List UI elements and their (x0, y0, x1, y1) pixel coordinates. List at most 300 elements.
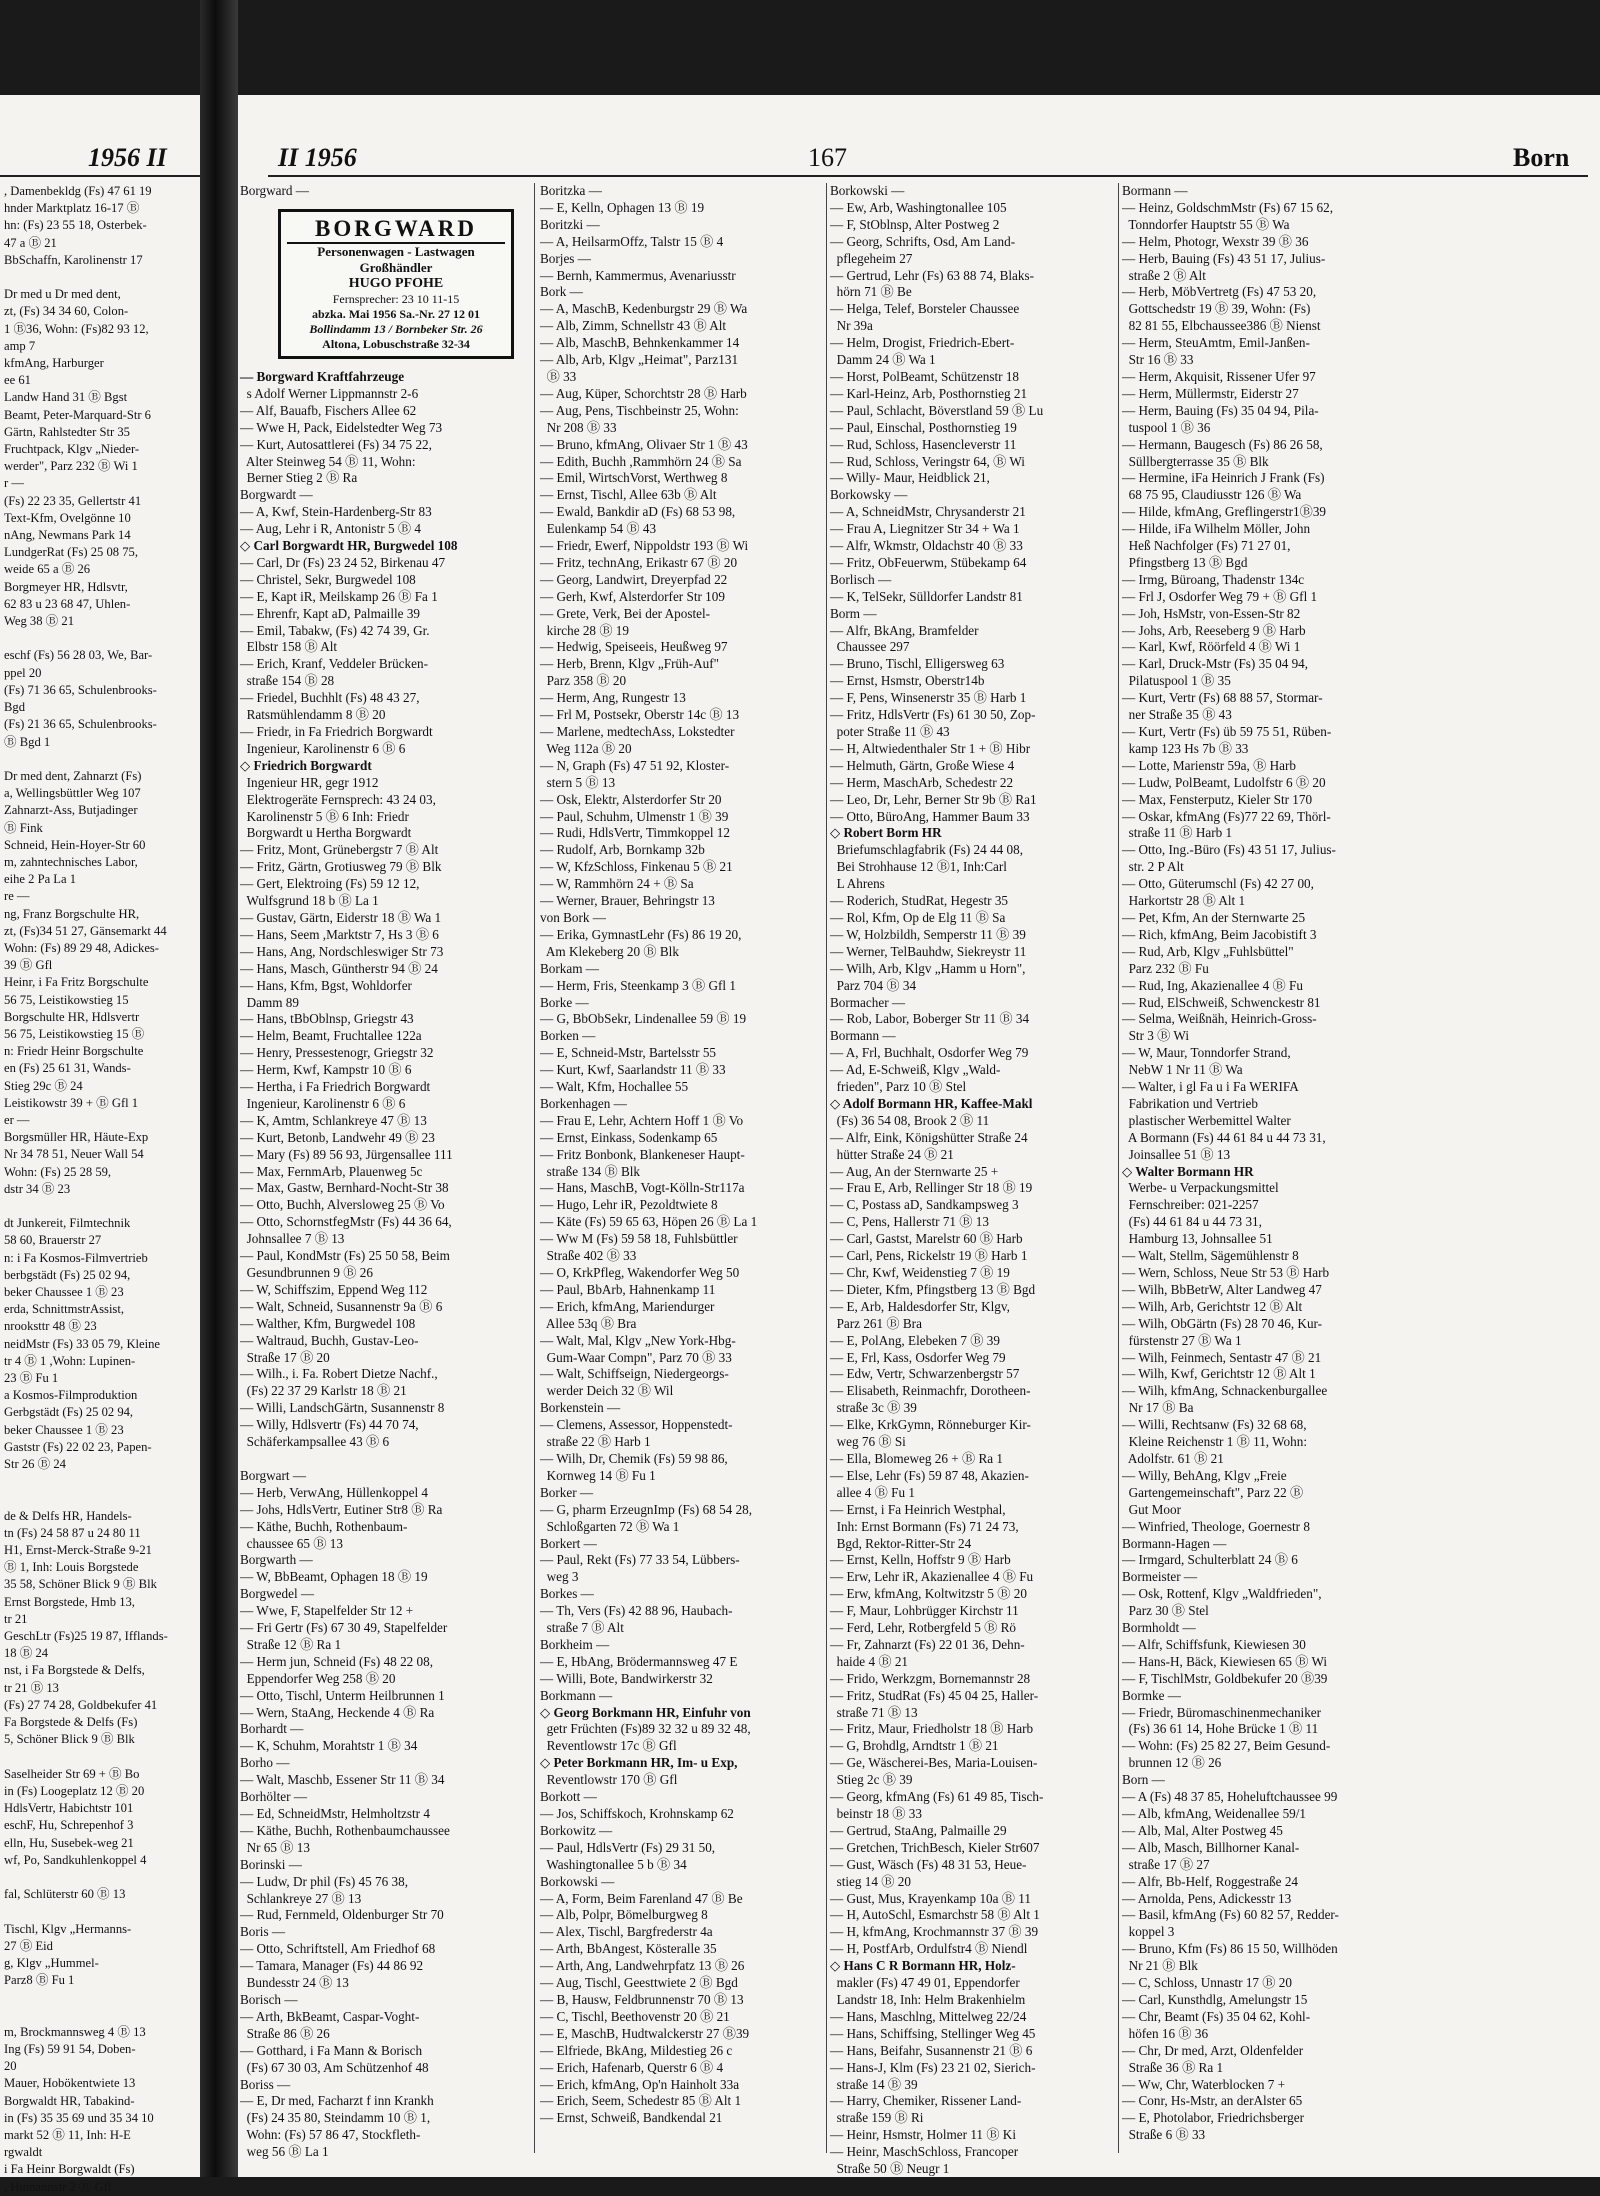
directory-entry-line: — Kurt, Kwf, Saarlandstr 11 Ⓑ 33 (540, 1062, 726, 1078)
directory-entry-line: — Alb, MaschB, Behnkenkammer 14 (540, 335, 740, 351)
borgward-advertisement (278, 209, 514, 359)
directory-entry-line: Borgwardt — (240, 487, 313, 503)
directory-entry-line: Schlankreye 27 Ⓑ 13 (240, 1890, 362, 1906)
directory-entry-line: zt, (Fs) 34 34 60, Colon- (4, 304, 129, 319)
directory-entry-line: hnder Marktplatz 16-17 Ⓑ (4, 201, 140, 216)
directory-entry-line: A Bormann (Fs) 44 61 84 u 44 73 31, (1122, 1129, 1326, 1145)
directory-entry-line: — Werner, TelBauhdw, Siekreystr 11 (830, 943, 1027, 959)
directory-entry-line: nrooksttr 48 Ⓑ 23 (4, 1319, 97, 1334)
directory-entry-line: m, Brockmannsweg 4 Ⓑ 13 (4, 2024, 146, 2039)
directory-entry-line: Borkenstein — (540, 1400, 621, 1416)
directory-entry-line: Borgsmüller HR, Häute-Exp (4, 1130, 149, 1145)
directory-entry-line: — G, Brohdlg, Arndtstr 1 Ⓑ 21 (830, 1738, 999, 1754)
directory-entry-line: Werbe- u Verpackungsmittel (1122, 1180, 1279, 1196)
directory-entry-line: Damm 89 (240, 994, 299, 1010)
directory-entry-line: ppel 20 (4, 665, 42, 680)
left-page-header: 1956 II (88, 143, 167, 172)
directory-entry-line: — Georg, kfmAng (Fs) 61 49 85, Tisch- (830, 1789, 1044, 1805)
directory-entry-line: — Herm, Fris, Steenkamp 3 Ⓑ Gfl 1 (540, 977, 736, 993)
directory-entry-line: Borho — (240, 1755, 290, 1771)
directory-entry-line: Zahnarzt-Ass, Butjadinger (4, 803, 138, 818)
directory-entry-line (4, 1869, 200, 1886)
directory-entry-line: Johnsallee 7 Ⓑ 13 (240, 1231, 345, 1247)
directory-entry-line: — Harry, Chemiker, Rissener Land- (830, 2093, 1022, 2109)
directory-entry-line: 82 81 55, Elbchaussee386 Ⓑ Nienst (1122, 318, 1321, 334)
directory-entry-line: ◇ Carl Borgwardt HR, Burgwedel 108 (240, 538, 458, 554)
directory-entry-line: — Herm, Ang, Rungestr 13 (540, 690, 686, 706)
directory-entry-line: — Heinr, MaschSchloss, Francoper (830, 2144, 1019, 2160)
directory-entry-line: chaussee 65 Ⓑ 13 (240, 1535, 343, 1551)
directory-entry-line: straße 22 Ⓑ Harb 1 (540, 1434, 651, 1450)
directory-entry-line: — Aug, Küper, Schorchtstr 28 Ⓑ Harb (540, 385, 747, 401)
directory-entry-line: — Emil, WirtschVorst, Werthweg 8 (540, 470, 728, 486)
directory-entry-line: — Wohn: (Fs) 25 82 27, Beim Gesund- (1122, 1738, 1331, 1754)
directory-entry-line: straße 11 Ⓑ Harb 1 (1122, 825, 1233, 841)
directory-entry-line: kamp 123 Hs 7b Ⓑ 33 (1122, 740, 1249, 756)
directory-entry-line: erda, SchnittmstrAssist, (4, 1302, 124, 1317)
directory-entry-line: — Wwe H, Pack, Eidelstedter Weg 73 (240, 419, 443, 435)
directory-entry-line: — Karl-Heinz, Arb, Posthornstieg 21 (830, 385, 1028, 401)
directory-entry-line: stern 5 Ⓑ 13 (540, 774, 616, 790)
directory-entry-line: — Fritz, technAng, Erikastr 67 Ⓑ 20 (540, 554, 738, 570)
directory-entry-line: Wohn: (Fs) 57 86 47, Stockfleth- (240, 2127, 421, 2143)
directory-entry-line: weg 56 Ⓑ La 1 (240, 2144, 329, 2160)
directory-entry-line: — Fritz, Gärtn, Grotiusweg 79 Ⓑ Blk (240, 859, 442, 875)
directory-entry-line: — Ewald, Bankdir aD (Fs) 68 53 98, (540, 504, 736, 520)
directory-entry-line: — W, Rammhörn 24 + Ⓑ Sa (540, 876, 694, 892)
directory-entry-line: — Carl, Gastst, Marelstr 60 Ⓑ Harb (830, 1231, 1023, 1247)
directory-entry-line: hörn 71 Ⓑ Be (830, 284, 912, 300)
directory-entry-line: Str 16 Ⓑ 33 (1122, 352, 1194, 368)
directory-entry-line: — A, Kwf, Stein-Hardenberg-Str 83 (240, 504, 432, 520)
directory-entry-line: eschf (Fs) 56 28 03, We, Bar- (4, 648, 153, 663)
directory-entry-line: — Fritz, ObFeuerwm, Stübekamp 64 (830, 554, 1027, 570)
directory-entry-line: allee 4 Ⓑ Fu 1 (830, 1484, 915, 1500)
directory-entry-line: — E, Schneid-Mstr, Bartelsstr 55 (540, 1045, 717, 1061)
left-page (0, 95, 200, 2194)
directory-entry-line: — Christel, Sekr, Burgwedel 108 (240, 571, 416, 587)
directory-entry-line: — A, Form, Beim Farenland 47 Ⓑ Be (540, 1890, 743, 1906)
ad-line5: Bollindamm 13 / Bornbeker Str. 26 (309, 322, 483, 336)
directory-entry-line: Str 26 Ⓑ 24 (4, 1457, 66, 1472)
ad-line6: Altona, Lobuschstraße 32-34 (322, 337, 470, 351)
directory-entry-line: — Gust, Wäsch (Fs) 48 31 53, Heue- (830, 1856, 1027, 1872)
directory-entry-line: Boriss — (240, 2076, 291, 2092)
directory-entry-line: amp 7 (4, 338, 36, 353)
directory-entry-line: Parz 358 Ⓑ 20 (540, 673, 627, 689)
directory-entry-line: — Hans, MaschB, Vogt-Kölln-Str117a (540, 1180, 745, 1196)
directory-entry-line: — Otto, Güterumschl (Fs) 42 27 00, (1122, 876, 1314, 892)
directory-entry-line: (Fs) 71 36 65, Schulenbrooks- (4, 682, 157, 697)
directory-entry-line: — Ella, Blomeweg 26 + Ⓑ Ra 1 (830, 1450, 1003, 1466)
directory-column-4 (1122, 183, 1592, 2144)
directory-entry-line: werder", Parz 232 Ⓑ Wi 1 (4, 459, 138, 474)
directory-entry-line: Elektrogeräte Fernsprech: 43 24 03, (240, 791, 436, 807)
directory-entry-line: Straße 17 Ⓑ 20 (240, 1349, 330, 1365)
directory-entry-line: Stieg 29c Ⓑ 24 (4, 1078, 83, 1093)
directory-entry-line: beker Chaussee 1 Ⓑ 23 (4, 1285, 124, 1299)
directory-entry-line: — Frau A, Liegnitzer Str 34 + Wa 1 (830, 521, 1020, 537)
directory-entry-line: — Ernst, Tischl, Allee 63b Ⓑ Alt (540, 487, 717, 503)
directory-entry-line: — Elfriede, BkAng, Mildestieg 26 c (540, 2042, 733, 2058)
directory-entry-line: Bork — (540, 284, 583, 300)
directory-entry-line: — Ge, Wäscherei-Bes, Maria-Louisen- (830, 1755, 1038, 1771)
directory-entry-line: — Walt, Schneid, Susannenstr 9a Ⓑ 6 (240, 1298, 443, 1314)
right-page (238, 95, 1600, 2177)
directory-entry-line: Borinski — (240, 1856, 302, 1872)
column-divider (1118, 183, 1119, 2153)
directory-entry-line: — Heinr, Hsmstr, Holmer 11 Ⓑ Ki (830, 2127, 1016, 2143)
directory-entry-line: — Hans, Schiffsing, Stellinger Weg 45 (830, 2025, 1036, 2041)
directory-entry-line: — Herb, Brenn, Klgv „Früh-Auf" (540, 656, 719, 672)
directory-entry-line: — E, MaschB, Hudtwalckerstr 27 Ⓑ39 (540, 2025, 750, 2041)
directory-entry-line: — K, Amtm, Schlankreye 47 Ⓑ 13 (240, 1112, 427, 1128)
page-number: 167 (808, 143, 847, 172)
directory-entry-line: rgwaldt (4, 2145, 43, 2160)
directory-entry-line: n: Friedr Heinr Borgschulte (4, 1044, 144, 1059)
directory-entry-line: — Wilh, Dr, Chemik (Fs) 59 98 86, (540, 1450, 728, 1466)
directory-entry-line: — Else, Lehr (Fs) 59 87 48, Akazien- (830, 1467, 1029, 1483)
directory-entry-line: — H, Altwiedenthaler Str 1 + Ⓑ Hibr (830, 740, 1031, 756)
directory-entry-line: — Henry, Pressestenogr, Griegstr 32 (240, 1045, 434, 1061)
directory-entry-line: — E, Arb, Haldesdorfer Str, Klgv, (830, 1298, 1010, 1314)
directory-entry-line: — Hedwig, Speiseeis, Heußweg 97 (540, 639, 728, 655)
directory-entry-line: — A, Frl, Buchhalt, Osdorfer Weg 79 (830, 1045, 1029, 1061)
directory-entry-line: Kornweg 14 Ⓑ Fu 1 (540, 1467, 656, 1483)
directory-entry-line: — Karl, Druck-Mstr (Fs) 35 04 94, (1122, 656, 1309, 672)
directory-entry-line: Karolinenstr 5 Ⓑ 6 Inh: Friedr (240, 808, 409, 824)
directory-entry-line: — Ernst, i Fa Heinrich Westphal, (830, 1501, 1006, 1517)
directory-entry-line: — Herm, MaschArb, Schedestr 22 (830, 774, 1014, 790)
directory-entry-line: 20 (4, 2059, 17, 2074)
directory-entry-line: — Wwe, F, Stapelfelder Str 12 + (240, 1603, 414, 1619)
directory-entry-line: — Joh, HsMstr, von-Essen-Str 82 (1122, 605, 1301, 621)
directory-entry-line: — Fritz Bonbonk, Blankeneser Haupt- (540, 1146, 745, 1162)
directory-entry-line: Bormholdt — (1122, 1620, 1196, 1636)
directory-entry-line: Born — (1122, 1772, 1165, 1788)
directory-entry-line: — Ernst, Kelln, Hoffstr 9 Ⓑ Harb (830, 1552, 1011, 1568)
directory-entry-line: — Johs, HdlsVertr, Eutiner Str8 Ⓑ Ra (240, 1501, 443, 1517)
directory-entry-line: — Paul, Einschal, Posthornstieg 19 (830, 419, 1017, 435)
directory-column-2 (540, 183, 840, 2127)
directory-entry-line: — W, KfzSchloss, Finkenau 5 Ⓑ 21 (540, 859, 733, 875)
directory-entry-line: — A, MaschB, Kedenburgstr 29 Ⓑ Wa (540, 301, 748, 317)
directory-entry-line: (Fs) 44 61 84 u 44 73 31, (1122, 1214, 1262, 1230)
directory-entry-line: — Ww, Chr, Waterblocken 7 + (1122, 2076, 1286, 2092)
directory-entry-line: Str 3 Ⓑ Wi (1122, 1028, 1189, 1044)
directory-entry-line: Boritzka — (540, 183, 602, 198)
directory-entry-line: — Wilh, Feinmech, Sentastr 47 Ⓑ 21 (1122, 1349, 1322, 1365)
directory-entry-line: — Rich, kfmAng, Beim Jacobistift 3 (1122, 926, 1317, 942)
directory-entry-line: — Grete, Verk, Bei der Apostel- (540, 605, 711, 621)
directory-entry-line: — Walt, Kfm, Hochallee 55 (540, 1079, 689, 1095)
directory-entry-line: tuspool 1 Ⓑ 36 (1122, 419, 1211, 435)
directory-entry-line: — Frau E, Lehr, Achtern Hoff 1 Ⓑ Vo (540, 1112, 744, 1128)
right-page-year-header: II 1956 (278, 143, 357, 172)
directory-entry-line: — H, AutoSchl, Esmarchstr 58 Ⓑ Alt 1 (830, 1907, 1040, 1923)
directory-entry-line: — Irmgard, Schulterblatt 24 Ⓑ 6 (1122, 1552, 1298, 1568)
directory-entry-line: — Alf, Bauafb, Fischers Allee 62 (240, 402, 417, 418)
directory-entry-line: — F, StOblnsp, Alter Postweg 2 (830, 216, 1000, 232)
directory-entry-line: Borgward — (240, 183, 309, 198)
directory-entry-line: — Erich, Hafenarb, Querstr 6 Ⓑ 4 (540, 2059, 724, 2075)
directory-entry-line: — W, BbBeamt, Ophagen 18 Ⓑ 19 (240, 1569, 428, 1585)
directory-entry-line: — Rud, ElSchweiß, Schwenckestr 81 (1122, 994, 1321, 1010)
directory-entry-line: Gaststr (Fs) 22 02 23, Papen- (4, 1439, 152, 1454)
directory-entry-line: Borkowitz — (540, 1822, 613, 1838)
directory-entry-line: — Kurt, Autosattlerei (Fs) 34 75 22, (240, 436, 432, 452)
directory-entry-line: Dr med dent, Zahnarzt (Fs) (4, 768, 142, 783)
left-header-rule (0, 175, 200, 177)
directory-entry-line: — N, Graph (Fs) 47 51 92, Kloster- (540, 757, 730, 773)
directory-entry-line: Landstr 18, Inh: Helm Brakenhielm (830, 1991, 1026, 2007)
directory-entry-line: — Marlene, medtechAss, Lokstedter (540, 724, 735, 739)
directory-entry-line: Borkowski — (830, 183, 905, 198)
directory-entry-line: — Paul, Schuhm, Ulmenstr 1 Ⓑ 39 (540, 808, 729, 824)
directory-entry-line: Borhölter — (240, 1789, 308, 1805)
column-divider (826, 183, 827, 2153)
directory-entry-line: (Fs) 24 35 80, Steindamm 10 Ⓑ 1, (240, 2110, 431, 2126)
directory-entry-line: kirche 28 Ⓑ 19 (540, 622, 629, 638)
directory-entry-line: — Fr, Zahnarzt (Fs) 22 01 36, Dehn- (830, 1636, 1025, 1652)
directory-entry-line: — Hans, Beifahr, Susannenstr 21 Ⓑ 6 (830, 2042, 1033, 2058)
directory-entry-line: Gum-Waar Compn", Parz 70 Ⓑ 33 (540, 1349, 732, 1365)
directory-entry-line: Fruchtpack, Klgv „Nieder- (4, 442, 140, 457)
directory-entry-line: Borgwaldt HR, Tabakind- (4, 2093, 135, 2108)
directory-entry-line: Straße 50 Ⓑ Neugr 1 (830, 2161, 950, 2177)
directory-entry-line: Gartengemeinschaft", Parz 22 Ⓑ (1122, 1484, 1304, 1500)
directory-entry-line: Borgwart — (240, 1467, 307, 1483)
directory-entry-line: — E, Photolabor, Friedrichsberger (1122, 2110, 1304, 2126)
directory-entry-line: Borkert — (540, 1535, 597, 1551)
directory-entry-line: Eulenkamp 54 Ⓑ 43 (540, 521, 657, 537)
directory-entry-line: — Alb, kfmAng, Weidenallee 59/1 (1122, 1806, 1307, 1821)
directory-entry-line: — Käte (Fs) 59 65 63, Höpen 26 Ⓑ La 1 (540, 1214, 758, 1230)
directory-entry-line: — Elisabeth, Reinmachfr, Dorotheen- (830, 1383, 1031, 1399)
directory-entry-line: Ⓑ 33 (540, 368, 577, 384)
directory-entry-line: Adolfstr. 61 Ⓑ 21 (1122, 1450, 1224, 1466)
directory-entry-line (4, 269, 200, 286)
directory-entry-line: str. 2 P Alt (1122, 859, 1184, 875)
directory-entry-line: — A, SchneidMstr, Chrysanderstr 21 (830, 504, 1026, 520)
directory-entry-line: Borkes — (540, 1586, 594, 1602)
directory-entry-line: — K, Schuhm, Morahtstr 1 Ⓑ 34 (240, 1738, 418, 1754)
directory-entry-line: beinstr 18 Ⓑ 33 (830, 1806, 922, 1821)
directory-entry-line: — Walt, Mal, Klgv „New York-Hbg- (540, 1332, 736, 1348)
directory-entry-line: Borm — (830, 605, 877, 621)
directory-entry-line: — Tamara, Manager (Fs) 44 86 92 (240, 1958, 424, 1974)
directory-entry-line: Heß Nachfolger (Fs) 71 27 01, (1122, 538, 1291, 554)
directory-entry-line: ◇ Friedrich Borgwardt (240, 757, 372, 773)
directory-entry-line: tr 21 Ⓑ 13 (4, 1680, 59, 1695)
directory-entry-line: — Frl M, Postsekr, Oberstr 14c Ⓑ 13 (540, 707, 740, 723)
directory-entry-line: g, Klgv „Hummel- (4, 1955, 99, 1970)
directory-entry-line: Schloßgarten 72 Ⓑ Wa 1 (540, 1518, 680, 1534)
directory-entry-line: — C, Tischl, Beethovenstr 20 Ⓑ 21 (540, 2008, 730, 2024)
directory-entry-line: — Ernst, Einkass, Sodenkamp 65 (540, 1129, 718, 1145)
directory-entry-line (4, 751, 200, 768)
directory-entry-line: in (Fs) 35 35 69 und 35 34 10 (4, 2110, 154, 2125)
directory-entry-line: Straße 36 Ⓑ Ra 1 (1122, 2059, 1224, 2075)
directory-entry-line: — Gretchen, TrichBesch, Kieler Str607 (830, 1839, 1040, 1855)
directory-entry-line: — Arth, Ang, Landwehrpfatz 13 Ⓑ 26 (540, 1958, 745, 1974)
directory-entry-line: ◇ Hans C R Bormann HR, Holz- (830, 1958, 1016, 1974)
directory-entry-line: — Hans, tBbOblnsp, Griegstr 43 (240, 1011, 414, 1027)
directory-entry-line: neidMstr (Fs) 33 05 79, Kleine (4, 1336, 161, 1351)
directory-entry-line: — Leo, Dr, Lehr, Berner Str 9b Ⓑ Ra1 (830, 791, 1037, 807)
directory-entry-line: Ingenieur HR, gegr 1912 (240, 774, 379, 790)
directory-entry-line: — Chr, Kwf, Weidenstieg 7 Ⓑ 19 (830, 1265, 1010, 1280)
directory-entry-line: Pilatuspool 1 Ⓑ 35 (1122, 673, 1231, 689)
directory-entry-line: — Hans, Maschlng, Mittelweg 22/24 (830, 2008, 1027, 2024)
directory-entry-line: 56 75, Leistikowstieg 15 (4, 992, 129, 1007)
directory-entry-line: Borkott — (540, 1789, 597, 1805)
directory-entry-line: Elbstr 158 Ⓑ Alt (240, 639, 338, 655)
directory-entry-line: ng, Franz Borgschulte HR, (4, 906, 140, 921)
directory-entry-line: — Hans-H, Bäck, Kiewiesen 65 Ⓑ Wi (1122, 1653, 1328, 1669)
directory-entry-line: Pfingstberg 13 Ⓑ Bgd (1122, 554, 1248, 570)
directory-entry-line: — Gert, Elektroing (Fs) 59 12 12, (240, 876, 420, 892)
directory-entry-line: — Frl J, Osdorfer Weg 79 + Ⓑ Gfl 1 (1122, 588, 1318, 604)
directory-entry-line: — Selma, Weißnäh, Heinrich-Gross- (1122, 1011, 1317, 1027)
directory-column-1 (240, 183, 530, 2161)
directory-entry-line: Bormann — (830, 1028, 896, 1044)
ad-line3: Fernsprecher: 23 10 11-15 (332, 292, 460, 306)
directory-entry-line: Text-Kfm, Ovelgönne 10 (4, 510, 131, 525)
directory-entry-line: — Käthe, Buchh, Rothenbaumchaussee (240, 1822, 450, 1838)
directory-entry-line: — Hans-J, Klm (Fs) 23 21 02, Sierich- (830, 2059, 1036, 2075)
directory-entry-line: — Hermann, Baugesch (Fs) 86 26 58, (1122, 436, 1323, 452)
directory-entry-line: — Georg, Schrifts, Osd, Am Land- (830, 233, 1016, 249)
directory-entry-line: — E, Frl, Kass, Osdorfer Weg 79 (830, 1349, 1006, 1365)
directory-entry-line: — E, Kapt iR, Meilskamp 26 Ⓑ Fa 1 (240, 588, 438, 604)
directory-entry-line: pflegeheim 27 (830, 250, 913, 266)
directory-entry-line: — Ludw, PolBeamt, Ludolfstr 6 Ⓑ 20 (1122, 774, 1326, 790)
directory-entry-line: — Rol, Kfm, Op de Elg 11 Ⓑ Sa (830, 909, 1006, 925)
directory-entry-line: — Alb, Masch, Billhorner Kanal- (1122, 1839, 1300, 1855)
directory-entry-line: — Rudolf, Arb, Bornkamp 32b (540, 842, 705, 858)
directory-entry-line: — Wilh., i. Fa. Robert Dietze Nachf., (240, 1366, 438, 1382)
directory-entry-line: Gesundbrunnen 9 Ⓑ 26 (240, 1265, 373, 1280)
directory-entry-line (4, 1490, 200, 1507)
directory-entry-line: — Alb, Mal, Alter Postweg 45 (1122, 1822, 1283, 1838)
directory-entry-line: — Otto, BüroAng, Hammer Baum 33 (830, 808, 1030, 824)
directory-entry-line: — Hilde, kfmAng, Greflingerstr1Ⓑ39 (1122, 504, 1327, 520)
directory-entry-line: Bei Strohhause 12 Ⓑ1, Inh:Carl (830, 859, 1007, 875)
directory-entry-line: — E, Dr med, Facharzt f inn Krankh (240, 2093, 434, 2109)
directory-entry-line: — Willy, Hdlsvertr (Fs) 44 70 74, (240, 1417, 419, 1433)
directory-entry-line: — Käthe, Buchh, Rothenbaum- (240, 1518, 408, 1534)
directory-entry-line: Borgwardt u Hertha Borgwardt (240, 825, 412, 841)
directory-entry-line: hn: (Fs) 23 55 18, Osterbek- (4, 218, 147, 233)
directory-entry-line: eschF, Hu, Schrepenhof 3 (4, 1818, 134, 1833)
directory-entry-line: poter Straße 11 Ⓑ 43 (830, 724, 950, 739)
directory-entry-line: m, zahntechnisches Labor, (4, 854, 138, 869)
directory-entry-line: Wohn: (Fs) 89 29 48, Adickes- (4, 940, 159, 955)
directory-entry-line: — Friedr, Ewerf, Nippoldstr 193 Ⓑ Wi (540, 538, 749, 554)
directory-entry-line: — Alb, Zimm, Schnellstr 43 Ⓑ Alt (540, 318, 727, 334)
column-divider (534, 183, 535, 2153)
directory-entry-line: — Otto, Tischl, Unterm Heilbrunnen 1 (240, 1687, 445, 1703)
directory-entry-line: — Ludw, Dr phil (Fs) 45 76 38, (240, 1873, 409, 1889)
directory-entry-line: dstr 34 Ⓑ 23 (4, 1181, 71, 1196)
directory-entry-line: — Borgward Kraftfahrzeuge (240, 368, 405, 384)
directory-entry-line: straße 3c Ⓑ 39 (830, 1400, 917, 1416)
directory-entry-line: Weg 38 Ⓑ 21 (4, 614, 74, 629)
directory-entry-line: tr 21 (4, 1611, 28, 1626)
directory-entry-line: — A, HeilsarmOffz, Talstr 15 Ⓑ 4 (540, 233, 724, 249)
directory-entry-line (4, 1198, 200, 1215)
directory-entry-line: Weg 112a Ⓑ 20 (540, 740, 632, 756)
directory-entry-line: ner Straße 35 Ⓑ 43 (1122, 707, 1232, 723)
directory-entry-line: fürstenstr 27 Ⓑ Wa 1 (1122, 1332, 1242, 1348)
directory-entry-line: — Herb, MöbVertretg (Fs) 47 53 20, (1122, 284, 1317, 300)
directory-entry-line: ◇ Peter Borkmann HR, Im- u Exp, (540, 1755, 738, 1771)
directory-entry-line: Stieg 2c Ⓑ 39 (830, 1772, 913, 1788)
directory-entry-line: — A (Fs) 48 37 85, Hoheluftchaussee 99 (1122, 1789, 1338, 1805)
directory-entry-line: — Horst, PolBeamt, Schützenstr 18 (830, 368, 1020, 384)
directory-entry-line: — Herm, Bauing (Fs) 35 04 94, Pila- (1122, 402, 1319, 418)
directory-entry-line: Straße 12 Ⓑ Ra 1 (240, 1636, 342, 1652)
directory-entry-line: Fernschreiber: 021-2257 (1122, 1197, 1259, 1213)
directory-entry-line: — Elke, KrkGymn, Rönneburger Kir- (830, 1417, 1031, 1433)
directory-entry-line: Parz 704 Ⓑ 34 (830, 977, 917, 993)
directory-entry-line: — Otto, Schriftstell, Am Friedhof 68 (240, 1941, 436, 1957)
directory-entry-line: fal, Schlüterstr 60 Ⓑ 13 (4, 1887, 126, 1902)
directory-entry-line: — Rud, Arb, Klgv „Fuhlsbüttel" (1122, 943, 1294, 959)
directory-entry-line: — Pet, Kfm, An der Sternwarte 25 (1122, 909, 1306, 925)
directory-entry-line: Alter Steinweg 54 Ⓑ 11, Wohn: (240, 453, 416, 469)
directory-entry-line: — Conr, Hs-Mstr, an derAlster 65 (1122, 2093, 1303, 2109)
directory-entry-line: — Hertha, i Fa Friedrich Borgwardt (240, 1079, 431, 1095)
directory-entry-line: — Wilh, kfmAng, Schnackenburgallee (1122, 1383, 1328, 1399)
directory-entry-line: ◇ Walter Bormann HR (1122, 1163, 1254, 1179)
directory-entry-line: nst, i Fa Borgstede & Delfs, (4, 1663, 145, 1678)
directory-entry-line: — Georg, Landwirt, Dreyerpfad 22 (540, 571, 728, 587)
directory-entry-line: — Willy, BehAng, Klgv „Freie (1122, 1467, 1287, 1483)
directory-entry-line: dt Junkereit, Filmtechnik (4, 1216, 131, 1231)
directory-entry-line (4, 1903, 200, 1920)
directory-entry-line: — Fritz, Mont, Grünebergstr 7 Ⓑ Alt (240, 842, 439, 858)
directory-entry-line: ◇ Adolf Bormann HR, Kaffee-Makl (830, 1095, 1033, 1111)
directory-entry-line: re — (4, 889, 30, 904)
directory-entry-line: Schäferkampsallee 43 Ⓑ 6 (240, 1434, 390, 1450)
directory-entry-line: Harkortstr 28 Ⓑ Alt 1 (1122, 893, 1246, 909)
directory-entry-line: Bormann-Hagen — (1122, 1535, 1227, 1551)
directory-entry-line: Bgd (4, 700, 25, 715)
directory-entry-line: straße 154 Ⓑ 28 (240, 673, 335, 689)
directory-entry-line: — Willi, Rechtsanw (Fs) 32 68 68, (1122, 1417, 1307, 1433)
directory-entry-line: — Frau E, Arb, Rellinger Str 18 Ⓑ 19 (830, 1180, 1033, 1196)
directory-entry-line: — Lotte, Marienstr 59a, Ⓑ Harb (1122, 757, 1296, 773)
directory-entry-line: s Adolf Werner Lippmannstr 2-6 (240, 385, 419, 401)
directory-entry-line: hütter Straße 24 Ⓑ 21 (830, 1146, 954, 1162)
directory-entry-line: (Fs) 67 30 03, Am Schützenhof 48 (240, 2059, 429, 2075)
directory-entry-line: 1 Ⓑ36, Wohn: (Fs)82 93 12, (4, 321, 149, 336)
directory-entry-line: — Alfr, Eink, Königshütter Straße 24 (830, 1129, 1028, 1145)
directory-entry-line: — Aug, An der Sternwarte 25 + (830, 1163, 999, 1179)
directory-entry-line: — Paul, Schlacht, Böverstland 59 Ⓑ Lu (830, 402, 1044, 418)
directory-entry-line: — Max, Gastw, Bernhard-Nocht-Str 38 (240, 1180, 449, 1196)
directory-entry-line: — Herb, VerwAng, Hüllenkoppel 4 (240, 1484, 429, 1500)
directory-entry-line: Nr 34 78 51, Neuer Wall 54 (4, 1147, 144, 1162)
directory-entry-line: straße 71 Ⓑ 13 (830, 1704, 918, 1720)
directory-entry-line: n: i Fa Kosmos-Filmvertrieb (4, 1250, 148, 1265)
directory-entry-line: (Fs) 22 37 29 Karlstr 18 Ⓑ 21 (240, 1383, 407, 1399)
directory-entry-line: — Werner, Brauer, Behringstr 13 (540, 893, 715, 909)
directory-entry-line: (Fs) 36 61 14, Hohe Brücke 1 Ⓑ 11 (1122, 1721, 1319, 1737)
directory-entry-line: plastischer Werbemittel Walter (1122, 1112, 1291, 1128)
